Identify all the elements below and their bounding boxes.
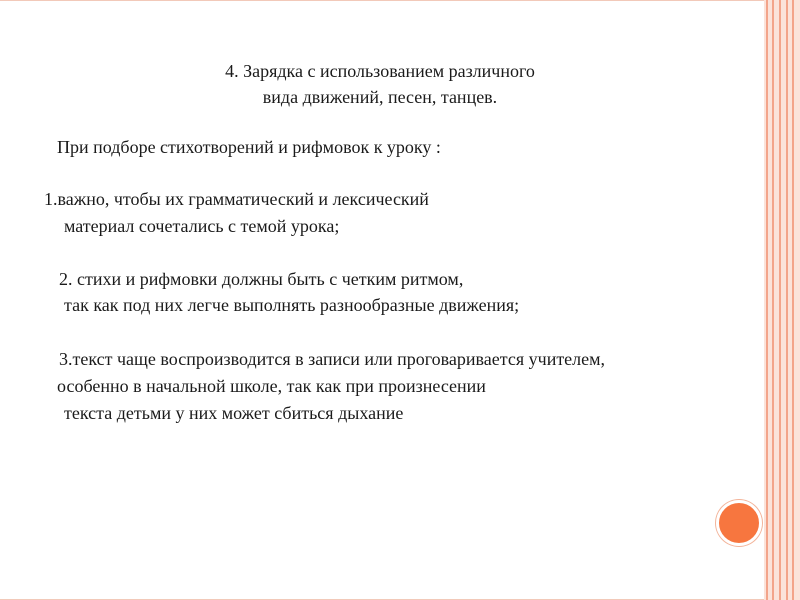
decorative-band-line — [786, 0, 788, 600]
title-line-1: 4. Зарядка с использованием различного — [225, 61, 535, 81]
point-1-line-1: 1.важно, чтобы их грамматический и лексический — [44, 189, 429, 209]
point-1-line-2: материал сочетались с темой урока; — [64, 216, 340, 236]
point-3-line-1: 3.текст чаще воспроизводится в записи или проговаривается учителем, — [59, 349, 606, 369]
decorative-band-line — [772, 0, 774, 600]
decorative-band-line — [779, 0, 781, 600]
title-line-2: вида движений, песен, танцев. — [262, 87, 498, 107]
decorative-band-line — [766, 0, 768, 600]
point-2-line-2: так как под них легче выполнять разнообразные движения; — [64, 295, 520, 315]
decorative-side-band — [764, 0, 800, 600]
frame-top-line — [0, 0, 764, 1]
decorative-band-line — [792, 0, 794, 600]
point-2-line-1: 2. стихи и рифмовки должны быть с четким ритмом, — [59, 269, 464, 289]
point-3-line-3: текста детьми у них может сбиться дыхание — [64, 403, 404, 423]
point-3-line-2: особенно в начальной школе, так как при произнесении — [57, 376, 486, 396]
intro-text: При подборе стихотворений и рифмовок к уроку : — [57, 137, 441, 157]
decorative-circle — [716, 500, 762, 546]
slide-title — [150, 58, 610, 110]
